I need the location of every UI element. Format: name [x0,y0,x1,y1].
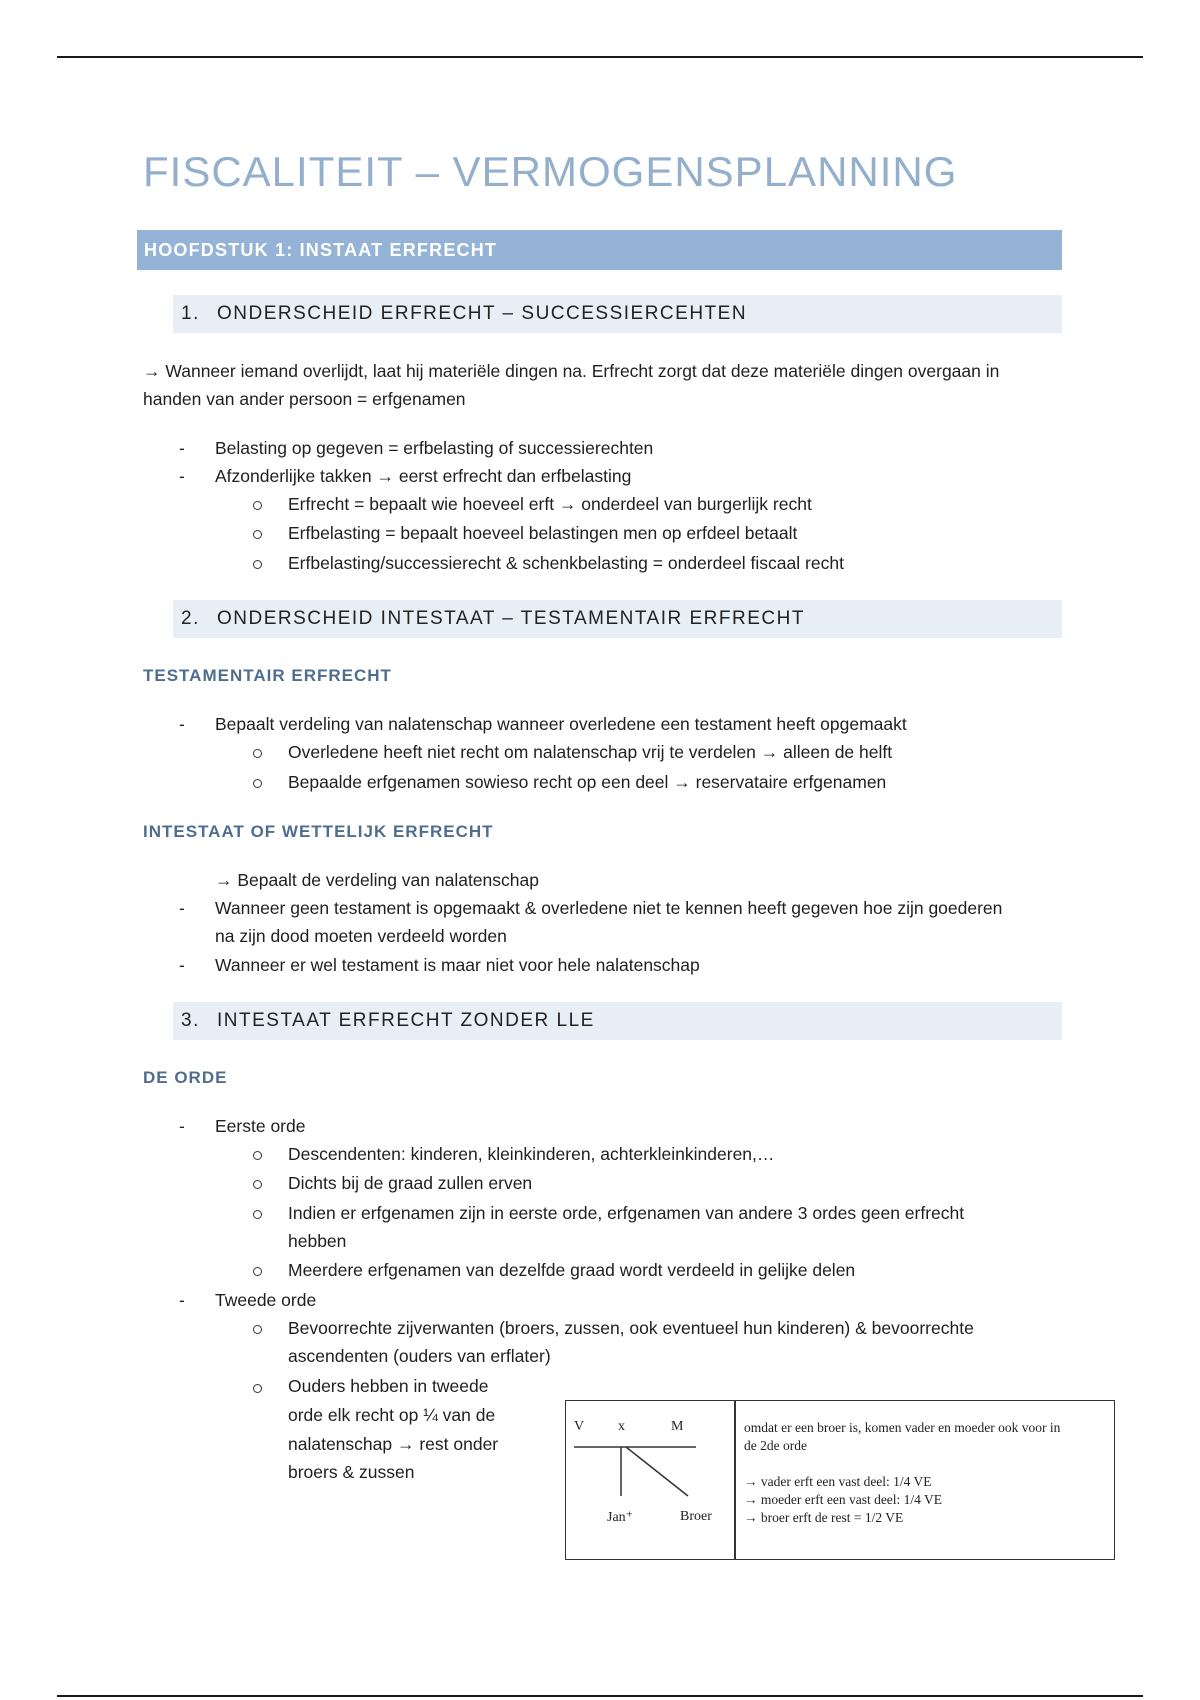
section-title: INTESTAAT ERFRECHT ZONDER LLE [217,1010,595,1031]
list-item-continued: na zijn dood moeten verdeeld worden [215,926,507,946]
circle-bullet-icon [253,1180,262,1189]
list-item: Bepaalt verdeling van nalatenschap wanneer overledene een testament heeft opgemaakt [215,714,907,734]
dash-bullet: - [179,714,185,734]
circle-bullet-icon [253,779,262,788]
circle-bullet-icon [253,1325,262,1334]
circle-bullet-icon [253,1210,262,1219]
dash-bullet: - [179,1290,185,1310]
inheritance-diagram [565,1400,1115,1560]
top-rule [57,56,1143,58]
list-item: Wanneer er wel testament is maar niet voor hele nalatenschap [215,955,700,975]
arrow-line: → Bepaalt de verdeling van nalatenschap [215,870,539,890]
section-heading-1 [173,295,1062,333]
subheading-de-orde: DE ORDE [143,1068,228,1087]
chapter-heading: HOOFDSTUK 1: INSTAAT ERFRECHT [137,230,1062,270]
section-heading-3 [173,1002,1062,1040]
diagram-label-x: x [618,1419,625,1434]
section-heading-2 [173,600,1062,638]
family-tree-lines [566,1401,734,1559]
dash-bullet: - [179,955,185,975]
dash-bullet: - [179,1116,185,1136]
list-item: Wanneer geen testament is opgemaakt & overledene niet te kennen heeft gegeven hoe zijn goederen [215,898,1003,918]
sub-list-item: Erfrecht = bepaalt wie hoeveel erft → onderdeel van burgerlijk recht [288,494,812,514]
page-title: FISCALITEIT – VERMOGENSPLANNING [143,148,958,195]
diagram-note: de 2de orde [744,1438,807,1453]
diagram-label-jan: Jan⁺ [607,1510,634,1525]
sub-list-item: Erfbelasting/successierecht & schenkbelasting = onderdeel fiscaal recht [288,553,844,573]
diagram-divider [734,1401,736,1559]
sub-list-item: Bepaalde erfgenamen sowieso recht op een deel → reservataire erfgenamen [288,772,887,792]
section-title: ONDERSCHEID ERFRECHT – SUCCESSIERCEHTEN [217,303,748,324]
subheading-testamentair: TESTAMENTAIR ERFRECHT [143,666,392,685]
circle-bullet-icon [253,1267,262,1276]
section-number: 3. [181,1010,200,1031]
intro-line-1: → Wanneer iemand overlijdt, laat hij materiële dingen na. Erfrecht zorgt dat deze materiële dingen overgaan in [143,361,1000,381]
diagram-label-moeder: M [671,1419,684,1434]
subheading-intestaat: INTESTAAT OF WETTELIJK ERFRECHT [143,822,494,841]
sub-list-item: Overledene heeft niet recht om nalatenschap vrij te verdelen → alleen de helft [288,742,893,762]
list-item: Afzonderlijke takken → eerst erfrecht dan erfbelasting [215,466,632,486]
sub-list-item: Indien er erfgenamen zijn in eerste orde, erfgenamen van andere 3 ordes geen erfrecht [288,1203,965,1223]
diagram-label-vader: V [574,1419,585,1434]
diagram-note: → moeder erft een vast deel: 1/4 VE [744,1492,943,1507]
sub-list-item-continued: nalatenschap → rest onder [288,1434,499,1454]
section-number: 2. [181,608,200,629]
dash-bullet: - [179,438,185,458]
section-title: ONDERSCHEID INTESTAAT – TESTAMENTAIR ERFRECHT [217,608,805,629]
sub-list-item: Bevoorrechte zijverwanten (broers, zussen, ook eventueel hun kinderen) & bevoorrechte [288,1318,974,1338]
sub-list-item: Ouders hebben in tweede [288,1376,489,1396]
sub-list-item-continued: hebben [288,1231,347,1251]
section-number: 1. [181,303,200,324]
circle-bullet-icon [253,560,262,569]
circle-bullet-icon [253,530,262,539]
circle-bullet-icon [253,501,262,510]
dash-bullet: - [179,466,185,486]
sub-list-item-continued: orde elk recht op ¼ van de [288,1405,496,1425]
sub-list-item: Erfbelasting = bepaalt hoeveel belastingen men op erfdeel betaalt [288,523,798,543]
sub-list-item: Meerdere erfgenamen van dezelfde graad wordt verdeeld in gelijke delen [288,1260,856,1280]
circle-bullet-icon [253,749,262,758]
sub-list-item: Descendenten: kinderen, kleinkinderen, achterkleinkinderen,… [288,1144,775,1164]
diagram-note: → broer erft de rest = 1/2 VE [744,1510,904,1525]
list-item: Tweede orde [215,1290,317,1310]
list-item: Eerste orde [215,1116,306,1136]
sub-list-item-continued: ascendenten (ouders van erflater) [288,1346,551,1366]
circle-bullet-icon [253,1151,262,1160]
sub-list-item-continued: broers & zussen [288,1462,415,1482]
diagram-note: omdat er een broer is, komen vader en moeder ook voor in [744,1420,1061,1435]
circle-bullet-icon [253,1384,262,1393]
intro-line-2: handen van ander persoon = erfgenamen [143,389,466,409]
sub-list-item: Dichts bij de graad zullen erven [288,1173,533,1193]
diagram-note: → vader erft een vast deel: 1/4 VE [744,1474,932,1489]
bottom-rule [57,1695,1143,1697]
dash-bullet: - [179,898,185,918]
diagram-label-broer: Broer [680,1509,712,1524]
list-item: Belasting op gegeven = erfbelasting of successierechten [215,438,654,458]
